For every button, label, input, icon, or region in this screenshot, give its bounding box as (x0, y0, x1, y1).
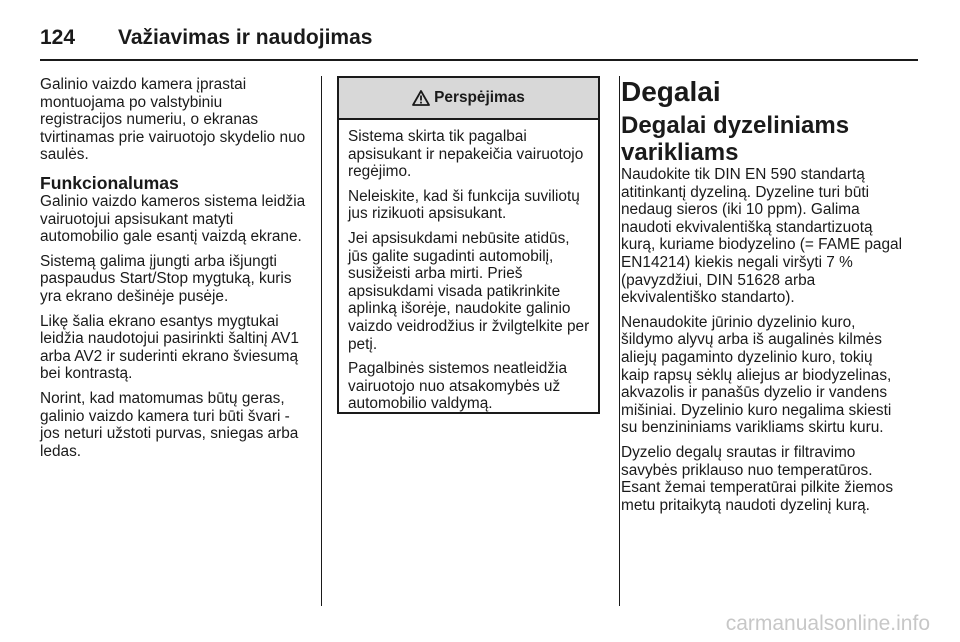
column-right (621, 76, 903, 521)
warning-triangle-icon (412, 90, 430, 106)
paragraph: Nenaudokite jūrinio dyzelinio kuro, šildymo alyvų arba iš augalinės kilmės aliejų pagaminto dyzelinio kuro, tokių kaip rapsų sėklų aliejus ar biodyzelinas, akvazolis ir panašūs dyzelio ir vandens mišiniai. Dyzelinio kuro negalima skiesti su benzininiams varikliams skirtu kuru. (621, 313, 892, 437)
warning-paragraph: Pagalbinės sistemos neatleidžia vairuotojo nuo atsakomybės už automobilio valdymą. (348, 360, 568, 413)
warning-paragraph: Sistema skirta tik pagalbai apsisukant ir nepakeičia vairuotojo regėjimo. (348, 128, 584, 181)
paragraph: Norint, kad matomumas būtų geras, galinio vaizdo kamera turi būti švari - jos neturi užstoti purvas, sniegas arba ledas. (40, 389, 299, 460)
column-divider-right (619, 76, 620, 606)
page-number: 124 (40, 26, 76, 49)
paragraph: Likę šalia ekrano esantys mygtukai leidžia naudotojui pasirinkti šaltinį AV1 arba AV2 ir suderinti ekrano šviesumą bei kontrastą. (40, 312, 299, 383)
page-header (40, 18, 372, 58)
paragraph: Sistemą galima įjungti arba išjungti paspaudus Start/Stop mygtuką, kuris yra ekrano dešinėje pusėje. (40, 252, 292, 305)
section-heading-functionality: Funkcionalumas (40, 172, 179, 193)
paragraph: Galinio vaizdo kameros sistema leidžia vairuotojui apsisukant matyti automobilio gale esantį vaizdą ekrane. (40, 192, 306, 246)
intro-paragraph: Galinio vaizdo kamera įprastai montuojama po valstybiniu registracijos numeriu, o ekranas tvirtinamas prie vairuotojo skydelio nuo saulės. (40, 76, 306, 164)
paragraph: Naudokite tik DIN EN 590 standartą atitinkantį dyzeliną. Dyzeline turi būti nedaug sieros (iki 10 ppm). Galima naudoti ekvivalentišką standartizuotą kurą, kuriame biodyzelino (= FAME pagal EN14214) kiekis negali viršyti 7 % (pavyzdžiui, DIN 51628 arba ekvivalentiško standarto). (621, 166, 903, 307)
column-divider-left (321, 76, 322, 606)
warning-header (339, 78, 598, 120)
section-title-fuels: Degalai (621, 76, 721, 107)
warning-title: Perspėjimas (434, 89, 525, 106)
paragraph: Dyzelio degalų srautas ir filtravimo savybės priklauso nuo temperatūros. Esant žemai temperatūrai pilkite žiemos metu pritaikytą naudoti dyzelinį kurą. (621, 443, 894, 514)
subsection-title-diesel: Degalai dyzeliniams varikliams (621, 112, 850, 166)
column-left (40, 76, 308, 467)
warning-body (339, 120, 598, 413)
warning-paragraph: Jei apsisukdami nebūsite atidūs, jūs galite sugadinti automobilį, susižeisti arba mirti. Prieš apsisukdami visada patikrinkite aplinką išorėje, naudokite galinio vaizdo veidrodžius ir žvilgtelkite per petį. (348, 229, 590, 353)
warning-paragraph: Neleiskite, kad ši funkcija suviliotų jus rizikuoti apsisukant. (348, 187, 580, 223)
warning-box (337, 76, 600, 414)
chapter-title: Važiavimas ir naudojimas (118, 26, 373, 49)
header-rule (40, 59, 918, 61)
watermark: carmanualsonline.info (725, 612, 930, 635)
